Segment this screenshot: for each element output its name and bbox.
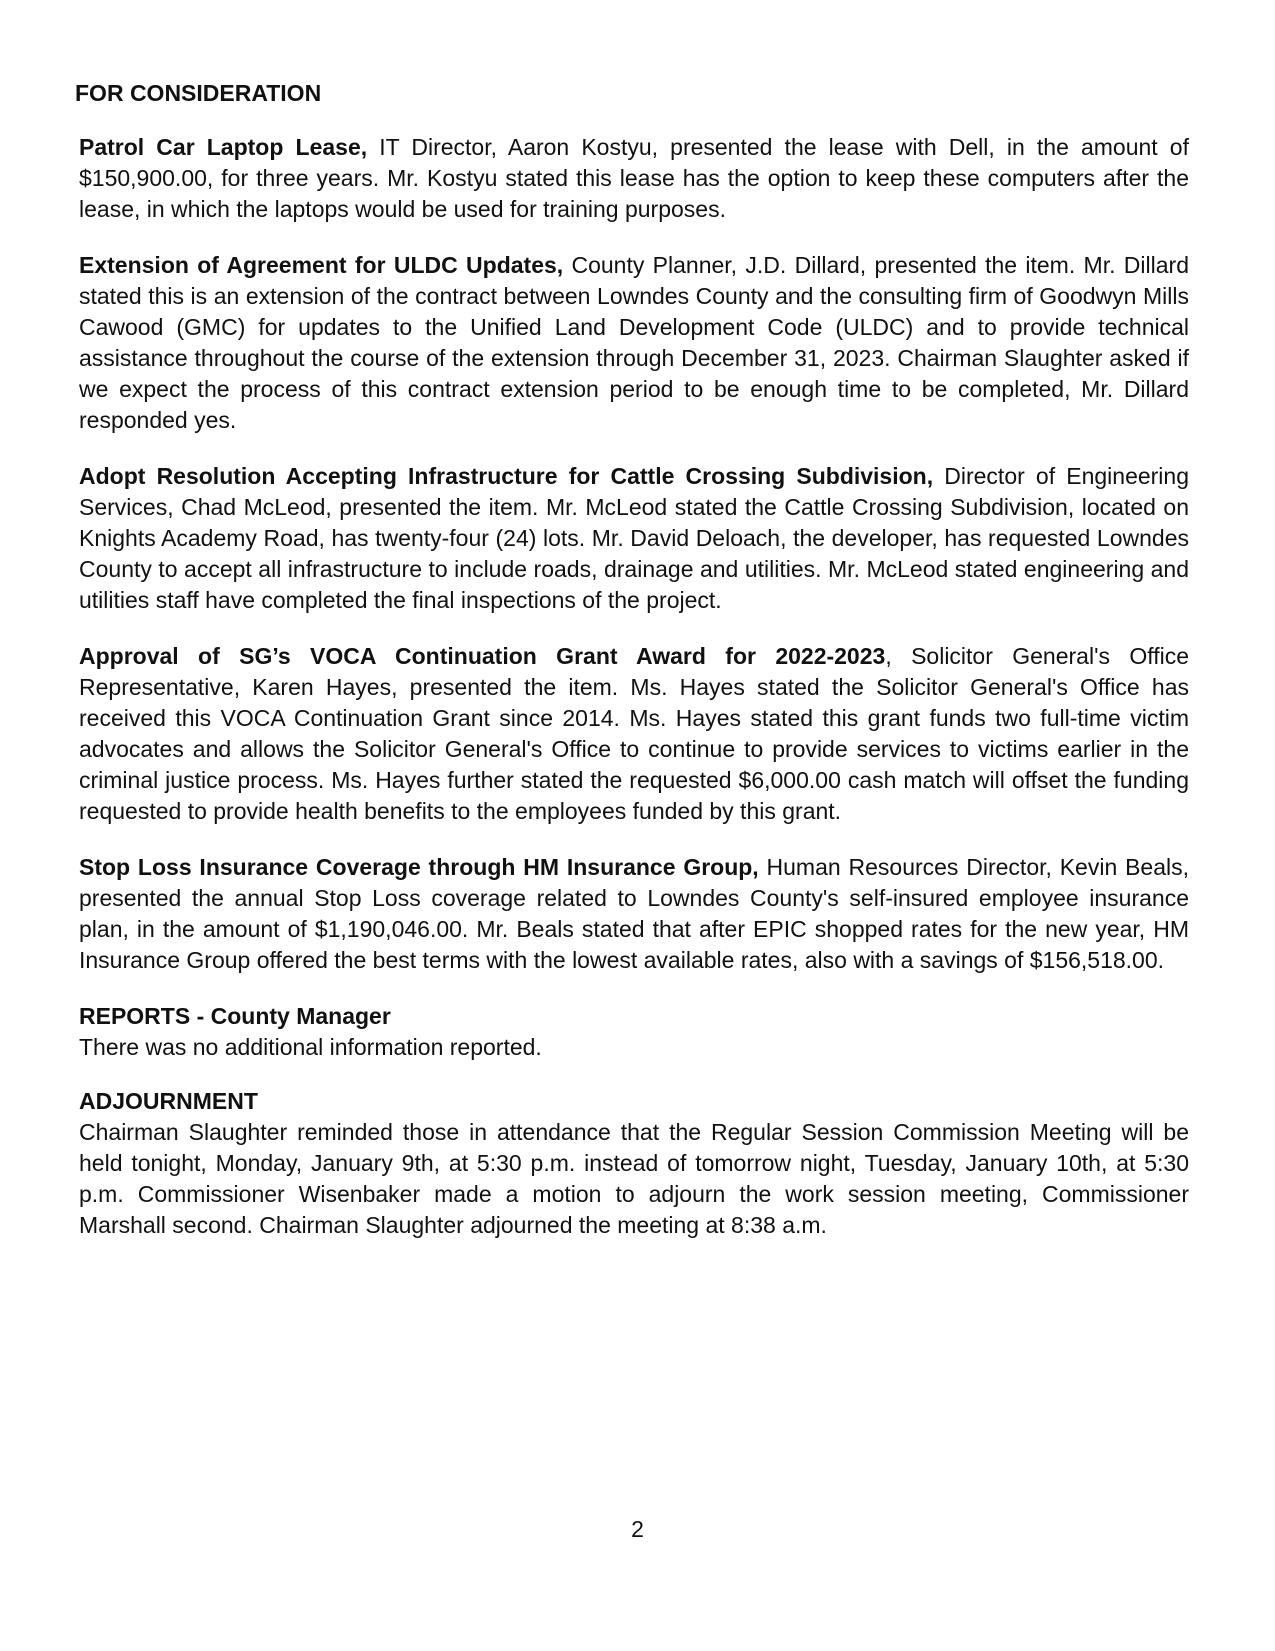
agenda-item-title: Approval of SG’s VOCA Continuation Grant Award for 2022-2023 (79, 643, 886, 669)
adjournment-body: Chairman Slaughter reminded those in attendance that the Regular Session Commission Meeting will be held tonight, Monday, January 9th, at 5:30 p.m. instead of tomorrow night, Tuesday, January 10th, at 5:30 p.m. Commissioner Wisenbaker made a motion to adjourn the work session meeting, Commissioner Marshall second. Chairman Slaughter adjourned the meeting at 8:38 a.m. (79, 1119, 1189, 1238)
agenda-item-body: Human Resources Director, Kevin Beals, presented the annual Stop Loss coverage related to Lowndes County's self-insured employee insurance plan, in the amount of $1,190,046.00. Mr. Beals stated that after EPIC shopped rates for the new year, HM Insurance Group offered the best terms with the lowest available rates, also with a savings of $156,518.00. (79, 854, 1189, 973)
reports-section (79, 1001, 1189, 1063)
adjournment-heading: ADJOURNMENT (79, 1088, 258, 1114)
agenda-item-patrol-car-laptop-lease (79, 132, 1189, 225)
agenda-item-body: IT Director, Aaron Kostyu, presented the lease with Dell, in the amount of $150,900.00, for three years. Mr. Kostyu stated this lease has the option to keep these computers after the lease, in which the laptops would be used for training purposes. (79, 134, 1189, 222)
adjournment-section (79, 1086, 1189, 1241)
agenda-item-cattle-crossing (79, 461, 1189, 616)
document-body (79, 132, 1189, 1264)
agenda-item-title: Stop Loss Insurance Coverage through HM Insurance Group, (79, 854, 759, 880)
reports-body: There was no additional information reported. (79, 1034, 542, 1060)
reports-heading: REPORTS - County Manager (79, 1003, 391, 1029)
agenda-item-title: Adopt Resolution Accepting Infrastructure for Cattle Crossing Subdivision, (79, 463, 934, 489)
agenda-item-title: Patrol Car Laptop Lease, (79, 134, 368, 160)
agenda-item-voca-grant (79, 641, 1189, 827)
agenda-item-body: , Solicitor General's Office Representative, Karen Hayes, presented the item. Ms. Hayes stated the Solicitor General's Office has received this VOCA Continuation Grant since 2014. Ms. Hayes stated this grant funds two full-time victim advocates and allows the Solicitor General's Office to continue to provide services to victims earlier in the criminal justice process. Ms. Hayes further stated the requested $6,000.00 cash match will offset the funding requested to provide health benefits to the employees funded by this grant. (79, 643, 1189, 824)
agenda-item-uldc-extension (79, 250, 1189, 436)
agenda-item-body: County Planner, J.D. Dillard, presented the item. Mr. Dillard stated this is an extension of the contract between Lowndes County and the consulting firm of Goodwyn Mills Cawood (GMC) for updates to the Unified Land Development Code (ULDC) and to provide technical assistance throughout the course of the extension through December 31, 2023. Chairman Slaughter asked if we expect the process of this contract extension period to be enough time to be completed, Mr. Dillard responded yes. (79, 252, 1189, 433)
agenda-item-title: Extension of Agreement for ULDC Updates, (79, 252, 564, 278)
agenda-item-stop-loss-insurance (79, 852, 1189, 976)
agenda-item-body: Director of Engineering Services, Chad McLeod, presented the item. Mr. McLeod stated the Cattle Crossing Subdivision, located on Knights Academy Road, has twenty-four (24) lots. Mr. David Deloach, the developer, has requested Lowndes County to accept all infrastructure to include roads, drainage and utilities. Mr. McLeod stated engineering and utilities staff have completed the final inspections of the project. (79, 463, 1190, 613)
section-heading-for-consideration: FOR CONSIDERATION (75, 80, 322, 106)
page-number: 2 (631, 1516, 644, 1542)
